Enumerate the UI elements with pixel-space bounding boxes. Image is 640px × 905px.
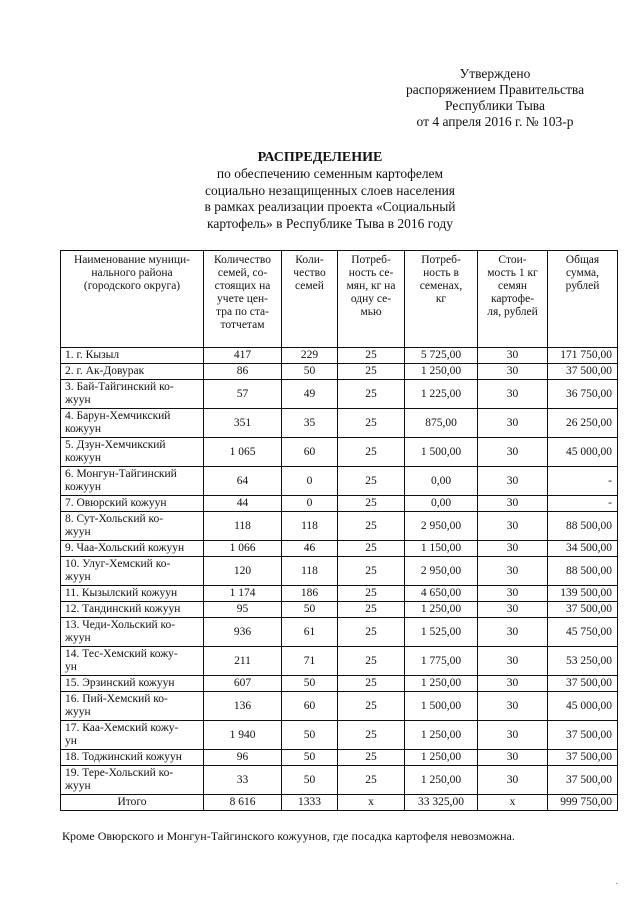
header-line: нального района [91, 267, 173, 279]
header-line: Количество [214, 254, 271, 266]
cell-registered: 86 [204, 364, 282, 380]
cell-families: 49 [282, 380, 338, 409]
district-line: 16. Пий-Хемский ко- [65, 693, 168, 705]
district-line: ун [65, 735, 77, 747]
cell-total-label: Итого [61, 795, 204, 811]
approval-line-4: от 4 апреля 2016 г. № 103-р [416, 114, 574, 129]
table-row [61, 692, 618, 721]
cell-need-total: 0,00 [405, 467, 478, 496]
table-row [61, 409, 618, 438]
cell-need-per-family: 25 [338, 586, 405, 602]
header-line: учете цен- [217, 293, 268, 305]
document-title: РАСПРЕДЕЛЕНИЕ [257, 150, 383, 165]
cell-families: 50 [282, 766, 338, 795]
table-row [61, 618, 618, 647]
cell-district [61, 541, 204, 557]
cell-need-total: 0,00 [405, 496, 478, 512]
district-line: 11. Кызылский кожуун [65, 587, 178, 599]
table-body [61, 348, 618, 811]
cell-price: 30 [478, 438, 548, 467]
header-district [61, 251, 204, 348]
district-line: 1. г. Кызыл [65, 349, 120, 361]
cell-need-per-family: 25 [338, 676, 405, 692]
table-row [61, 586, 618, 602]
header-line: Общая [565, 254, 600, 266]
cell-sum: 26 250,00 [548, 409, 618, 438]
header-line: семенах, [419, 280, 463, 292]
header-line: семей [295, 280, 324, 292]
cell-district [61, 380, 204, 409]
district-line: жуун [65, 526, 91, 538]
header-line: одну се- [350, 293, 392, 305]
district-line: кожуун [65, 481, 102, 493]
cell-families: 71 [282, 647, 338, 676]
header-line: семян [497, 280, 528, 292]
cell-sum: 45 750,00 [548, 618, 618, 647]
table-row [61, 512, 618, 541]
cell-registered: 33 [204, 766, 282, 795]
table-row [61, 750, 618, 766]
cell-registered: 44 [204, 496, 282, 512]
district-line: 9. Чаа-Хольский кожуун [65, 542, 185, 554]
approval-block [380, 66, 610, 130]
header-need-per-family [338, 251, 405, 348]
cell-price: 30 [478, 586, 548, 602]
cell-price: 30 [478, 512, 548, 541]
cell-sum: 37 500,00 [548, 364, 618, 380]
table-row [61, 467, 618, 496]
cell-sum: - [548, 467, 618, 496]
cell-registered: 120 [204, 557, 282, 586]
cell-price: 30 [478, 348, 548, 364]
cell-sum: 45 000,00 [548, 438, 618, 467]
district-line: 4. Барун-Хемчикский [65, 410, 171, 422]
table-row [61, 348, 618, 364]
cell-need-total: 1 775,00 [405, 647, 478, 676]
cell-price: 30 [478, 676, 548, 692]
cell-families: 60 [282, 692, 338, 721]
table-row [61, 541, 618, 557]
cell-sum: 37 500,00 [548, 750, 618, 766]
district-line: 2. г. Ак-Довурак [65, 365, 145, 377]
cell-registered: 57 [204, 380, 282, 409]
cell-need-total: 4 650,00 [405, 586, 478, 602]
cell-need-total: 1 250,00 [405, 721, 478, 750]
cell-registered: 607 [204, 676, 282, 692]
header-registered-families [204, 251, 282, 348]
header-line: Наименование муници- [74, 254, 190, 266]
cell-sum: 37 500,00 [548, 676, 618, 692]
cell-sum: 171 750,00 [548, 348, 618, 364]
cell-price: 30 [478, 602, 548, 618]
cell-need-per-family: 25 [338, 602, 405, 618]
cell-price: 30 [478, 647, 548, 676]
cell-district [61, 602, 204, 618]
cell-families: 50 [282, 721, 338, 750]
total-row [61, 795, 618, 811]
cell-price: 30 [478, 409, 548, 438]
cell-sum: 88 500,00 [548, 557, 618, 586]
cell-registered: 1 940 [204, 721, 282, 750]
cell-families: 61 [282, 618, 338, 647]
subtitle-line-4: картофель» в Республике Тыва в 2016 году [207, 215, 453, 231]
cell-registered: 64 [204, 467, 282, 496]
header-line: Коли- [295, 254, 324, 266]
cell-registered: 95 [204, 602, 282, 618]
cell-need-total: 1 500,00 [405, 692, 478, 721]
cell-district [61, 557, 204, 586]
cell-sum: 88 500,00 [548, 512, 618, 541]
approval-line-2: распоряжением Правительства [405, 82, 585, 97]
cell-price: 30 [478, 364, 548, 380]
cell-need-per-family: 25 [338, 750, 405, 766]
cell-need-total: 1 250,00 [405, 676, 478, 692]
cell-need-total: 1 250,00 [405, 766, 478, 795]
cell-need-total: 1 225,00 [405, 380, 478, 409]
subtitle-line-3: в рамках реализации проекта «Социальный [204, 199, 456, 214]
district-line: жуун [65, 571, 91, 583]
cell-need-total: 875,00 [405, 409, 478, 438]
total-cell-registered: 8 616 [204, 795, 282, 811]
table-row [61, 496, 618, 512]
cell-need-total: 1 250,00 [405, 364, 478, 380]
header-line: мость 1 кг [487, 267, 538, 279]
header-need-total [405, 251, 478, 348]
header-price [478, 251, 548, 348]
district-line: 3. Бай-Тайгинский ко- [65, 381, 174, 393]
district-line: кожуун [65, 423, 102, 435]
table-row [61, 647, 618, 676]
cell-need-per-family: 25 [338, 721, 405, 750]
district-line: 10. Улуг-Хемский ко- [65, 558, 171, 570]
cell-price: 30 [478, 541, 548, 557]
document-subtitle [150, 166, 510, 232]
district-line: жуун [65, 632, 91, 644]
cell-price: 30 [478, 618, 548, 647]
cell-district [61, 676, 204, 692]
total-cell-need-per-family: х [338, 795, 405, 811]
cell-families: 186 [282, 586, 338, 602]
cell-families: 50 [282, 364, 338, 380]
approval-line-1: Утверждено [459, 66, 531, 81]
cell-families: 118 [282, 512, 338, 541]
cell-district [61, 618, 204, 647]
cell-need-total: 1 250,00 [405, 750, 478, 766]
table-row [61, 380, 618, 409]
district-line: 17. Каа-Хемский кожу- [65, 722, 179, 734]
cell-need-per-family: 25 [338, 557, 405, 586]
cell-registered: 351 [204, 409, 282, 438]
cell-need-per-family: 25 [338, 380, 405, 409]
cell-sum: 139 500,00 [548, 586, 618, 602]
header-line: ность се- [348, 267, 394, 279]
page-mark: . [615, 876, 618, 887]
cell-sum: 53 250,00 [548, 647, 618, 676]
district-line: 7. Овюрский кожуун [65, 497, 167, 509]
footnote: Кроме Овюрского и Монгун-Тайгинского кожуунов, где посадка картофеля невозможна. [62, 829, 515, 843]
cell-need-per-family: 25 [338, 496, 405, 512]
approval-line-3: Республики Тыва [445, 98, 545, 113]
cell-need-per-family: 25 [338, 409, 405, 438]
district-line: 12. Тандинский кожуун [65, 603, 181, 615]
cell-families: 46 [282, 541, 338, 557]
district-line: жуун [65, 780, 91, 792]
cell-sum: 37 500,00 [548, 602, 618, 618]
header-sum [548, 251, 618, 348]
cell-families: 60 [282, 438, 338, 467]
cell-sum: 45 000,00 [548, 692, 618, 721]
cell-registered: 96 [204, 750, 282, 766]
header-families [282, 251, 338, 348]
cell-need-per-family: 25 [338, 512, 405, 541]
cell-price: 30 [478, 692, 548, 721]
header-line: (городского округа) [83, 280, 181, 292]
cell-district [61, 766, 204, 795]
table-row [61, 438, 618, 467]
district-line: 14. Тес-Хемский кожу- [65, 648, 178, 660]
cell-price: 30 [478, 380, 548, 409]
total-cell-price: х [478, 795, 548, 811]
cell-need-per-family: 25 [338, 541, 405, 557]
cell-registered: 1 065 [204, 438, 282, 467]
cell-district [61, 409, 204, 438]
table-row [61, 766, 618, 795]
cell-price: 30 [478, 750, 548, 766]
cell-price: 30 [478, 766, 548, 795]
cell-registered: 1 174 [204, 586, 282, 602]
cell-price: 30 [478, 467, 548, 496]
header-line: тра по ста- [216, 306, 269, 318]
cell-registered: 211 [204, 647, 282, 676]
cell-price: 30 [478, 496, 548, 512]
cell-district [61, 438, 204, 467]
district-line: 18. Тоджинский кожуун [65, 751, 182, 763]
cell-need-total: 1 250,00 [405, 602, 478, 618]
cell-sum: 36 750,00 [548, 380, 618, 409]
header-line: чество [293, 267, 326, 279]
header-line: Потреб- [421, 254, 461, 266]
cell-families: 50 [282, 602, 338, 618]
cell-price: 30 [478, 557, 548, 586]
cell-need-per-family: 25 [338, 348, 405, 364]
cell-need-total: 1 500,00 [405, 438, 478, 467]
header-line: ность в [423, 267, 459, 279]
header-line: кг [435, 293, 447, 305]
table-header-row [61, 251, 618, 348]
subtitle-line-2: социально незащищенных слоев населения [204, 182, 456, 198]
cell-need-total: 1 150,00 [405, 541, 478, 557]
header-line: семей, со- [217, 267, 268, 279]
district-line: 5. Дзун-Хемчикский [65, 439, 166, 451]
cell-need-total: 2 950,00 [405, 557, 478, 586]
district-line: кожуун [65, 452, 102, 464]
subtitle-line-1: по обеспечению семенным картофелем [216, 166, 444, 181]
district-line: ун [65, 661, 77, 673]
cell-families: 118 [282, 557, 338, 586]
cell-sum: 37 500,00 [548, 721, 618, 750]
cell-need-per-family: 25 [338, 692, 405, 721]
cell-need-per-family: 25 [338, 438, 405, 467]
cell-district [61, 692, 204, 721]
cell-district [61, 467, 204, 496]
header-line: Потреб- [351, 254, 391, 266]
cell-families: 229 [282, 348, 338, 364]
cell-registered: 118 [204, 512, 282, 541]
header-line: ля, рублей [487, 306, 538, 318]
header-line: картофе- [490, 293, 535, 305]
header-line: стоящих на [214, 280, 271, 292]
cell-families: 50 [282, 750, 338, 766]
table-row [61, 364, 618, 380]
cell-registered: 936 [204, 618, 282, 647]
table-row [61, 557, 618, 586]
header-line: мью [360, 306, 382, 318]
cell-district [61, 364, 204, 380]
cell-district [61, 586, 204, 602]
header-line: Стои- [498, 254, 527, 266]
total-cell-need-total: 33 325,00 [405, 795, 478, 811]
cell-need-per-family: 25 [338, 467, 405, 496]
header-line: тотчетам [220, 319, 265, 331]
total-cell-families: 1333 [282, 795, 338, 811]
cell-families: 0 [282, 467, 338, 496]
table-row [61, 676, 618, 692]
cell-families: 50 [282, 676, 338, 692]
cell-need-total: 1 525,00 [405, 618, 478, 647]
cell-district [61, 348, 204, 364]
district-line: 8. Сут-Хольский ко- [65, 513, 164, 525]
district-line: 6. Монгун-Тайгинский [65, 468, 177, 480]
cell-registered: 417 [204, 348, 282, 364]
table-row [61, 721, 618, 750]
cell-district [61, 647, 204, 676]
cell-need-total: 2 950,00 [405, 512, 478, 541]
district-line: 19. Тере-Хольский ко- [65, 767, 174, 779]
cell-need-total: 5 725,00 [405, 348, 478, 364]
district-line: жуун [65, 706, 91, 718]
cell-need-per-family: 25 [338, 766, 405, 795]
cell-sum: 37 500,00 [548, 766, 618, 795]
cell-registered: 1 066 [204, 541, 282, 557]
cell-need-per-family: 25 [338, 647, 405, 676]
header-line: рублей [565, 280, 600, 292]
cell-sum: - [548, 496, 618, 512]
cell-price: 30 [478, 721, 548, 750]
district-line: жуун [65, 394, 91, 406]
cell-need-per-family: 25 [338, 618, 405, 647]
header-line: мян, кг на [346, 280, 396, 292]
district-line: 15. Эрзинский кожуун [65, 677, 175, 689]
cell-district [61, 750, 204, 766]
district-line: 13. Чеди-Хольский ко- [65, 619, 176, 631]
cell-families: 0 [282, 496, 338, 512]
cell-district [61, 512, 204, 541]
total-cell-sum: 999 750,00 [548, 795, 618, 811]
cell-district [61, 721, 204, 750]
cell-need-per-family: 25 [338, 364, 405, 380]
distribution-table [60, 250, 618, 811]
table-row [61, 602, 618, 618]
cell-sum: 34 500,00 [548, 541, 618, 557]
cell-district [61, 496, 204, 512]
cell-registered: 136 [204, 692, 282, 721]
cell-families: 35 [282, 409, 338, 438]
header-line: сумма, [565, 267, 599, 279]
